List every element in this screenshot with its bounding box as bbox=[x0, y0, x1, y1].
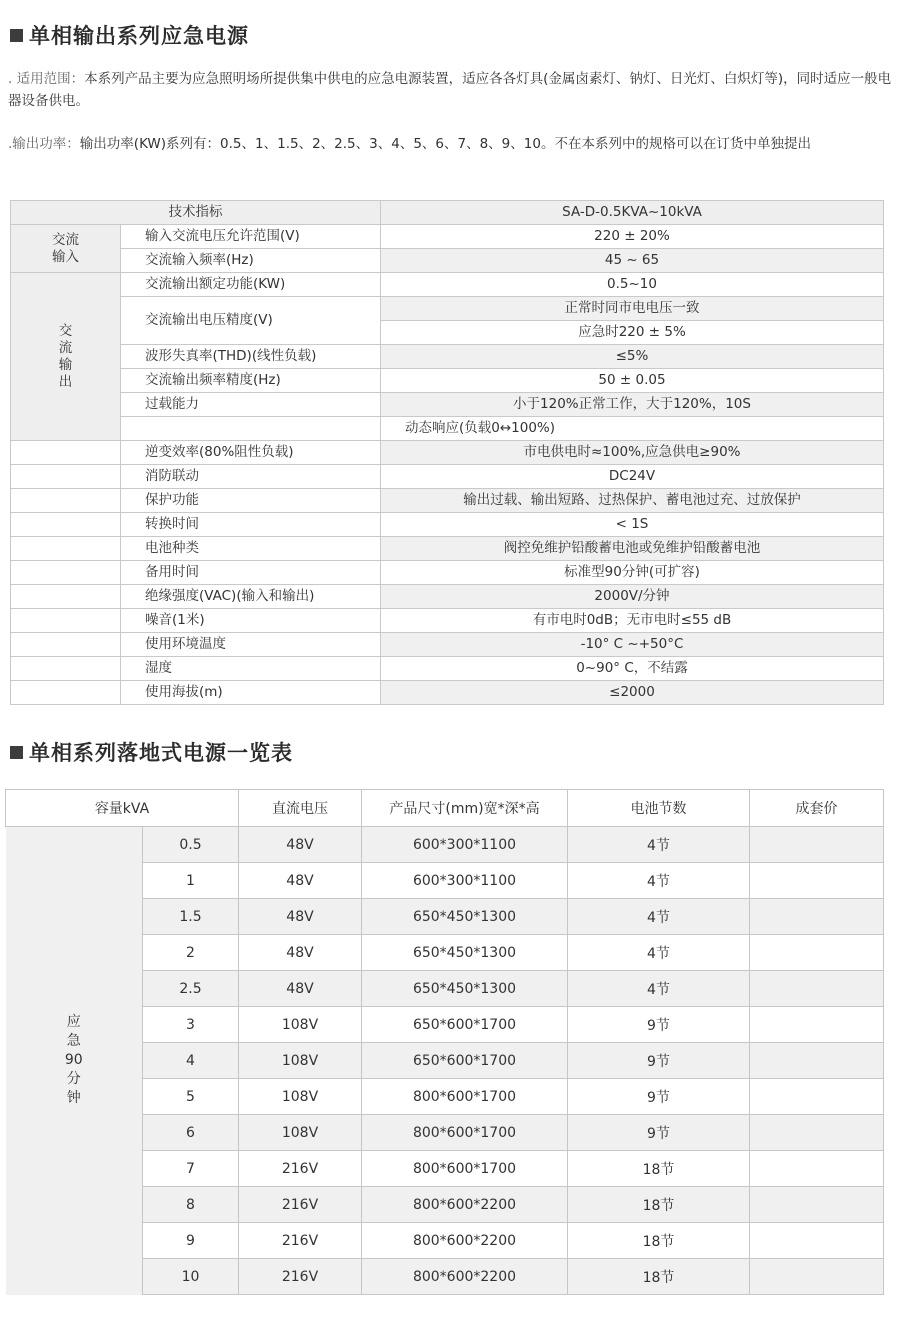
power-text: 输出功率(KW)系列有：0.5、1、1.5、2、2.5、3、4、5、6、7、8、9、10。不在本系列中的规格可以在订货中单独提出 bbox=[79, 136, 811, 152]
spec-param: 备用时间 bbox=[121, 561, 381, 585]
list-cell: 7 bbox=[143, 1151, 239, 1187]
list-cell: 48V bbox=[239, 935, 362, 971]
spec-value: 输出过载、输出短路、过热保护、蓄电池过充、过放保护 bbox=[381, 489, 884, 513]
spec-param: 逆变效率(80%阻性负载) bbox=[121, 441, 381, 465]
spec-row bbox=[11, 609, 884, 633]
square-bullet-icon bbox=[10, 29, 23, 42]
spec-row bbox=[11, 441, 884, 465]
list-header-cell: 直流电压 bbox=[239, 790, 362, 827]
list-cell: 108V bbox=[239, 1007, 362, 1043]
emergency-90min-text: 应急90分钟 bbox=[64, 1014, 83, 1107]
list-cell: 216V bbox=[239, 1259, 362, 1295]
list-cell bbox=[750, 1079, 884, 1115]
spec-value: 市电供电时≈100%,应急供电≥90% bbox=[381, 441, 884, 465]
list-cell: 8 bbox=[143, 1187, 239, 1223]
spec-param: 输入交流电压允许范围(V) bbox=[121, 225, 381, 249]
spec-value: DC24V bbox=[381, 465, 884, 489]
product-list-table bbox=[5, 789, 884, 1295]
list-cell: 3 bbox=[143, 1007, 239, 1043]
spec-blank-cell bbox=[11, 609, 121, 633]
list-cell: 216V bbox=[239, 1151, 362, 1187]
spec-row bbox=[11, 249, 884, 273]
spec-value: 50 ± 0.05 bbox=[381, 369, 884, 393]
spec-row bbox=[11, 537, 884, 561]
spec-row bbox=[11, 297, 884, 321]
spec-value: ≤2000 bbox=[381, 681, 884, 705]
section-title-single-phase bbox=[10, 20, 249, 50]
list-cell: 9 bbox=[143, 1223, 239, 1259]
section-title-text: 单相系列落地式电源一览表 bbox=[29, 741, 293, 765]
spec-blank-cell bbox=[11, 465, 121, 489]
spec-blank-cell bbox=[11, 513, 121, 537]
list-cell bbox=[750, 827, 884, 863]
spec-param: 使用海拔(m) bbox=[121, 681, 381, 705]
spec-value: 2000V/分钟 bbox=[381, 585, 884, 609]
spec-param: 转换时间 bbox=[121, 513, 381, 537]
spec-row bbox=[11, 657, 884, 681]
spec-value: 0.5~10 bbox=[381, 273, 884, 297]
spec-row bbox=[11, 585, 884, 609]
list-cell bbox=[750, 1187, 884, 1223]
list-cell: 18节 bbox=[568, 1259, 750, 1295]
list-cell bbox=[750, 971, 884, 1007]
spec-value: 0~90° C，不结露 bbox=[381, 657, 884, 681]
group-ac-output-label: 交流输出 bbox=[58, 322, 73, 390]
list-cell: 5 bbox=[143, 1079, 239, 1115]
spec-value: -10° C ~+50°C bbox=[381, 633, 884, 657]
list-cell: 9节 bbox=[568, 1043, 750, 1079]
spec-value: 阀控免维护铅酸蓄电池或免维护铅酸蓄电池 bbox=[381, 537, 884, 561]
spec-blank-cell bbox=[121, 417, 381, 441]
spec-value: < 1S bbox=[381, 513, 884, 537]
list-cell bbox=[750, 1151, 884, 1187]
list-cell: 216V bbox=[239, 1187, 362, 1223]
spec-param: 湿度 bbox=[121, 657, 381, 681]
section-title-floor-list bbox=[10, 737, 293, 767]
spec-param: 绝缘强度(VAC)(输入和输出) bbox=[121, 585, 381, 609]
spec-param: 保护功能 bbox=[121, 489, 381, 513]
spec-header-param: 技术指标 bbox=[11, 201, 381, 225]
spec-row bbox=[11, 561, 884, 585]
list-cell: 4节 bbox=[568, 827, 750, 863]
list-cell: 108V bbox=[239, 1115, 362, 1151]
list-cell: 800*600*1700 bbox=[362, 1115, 568, 1151]
spec-blank-cell bbox=[11, 537, 121, 561]
list-header-row bbox=[6, 790, 884, 827]
spec-param: 使用环境温度 bbox=[121, 633, 381, 657]
spec-value: ≤5% bbox=[381, 345, 884, 369]
list-cell: 800*600*2200 bbox=[362, 1223, 568, 1259]
list-cell: 4 bbox=[143, 1043, 239, 1079]
list-header-cell: 成套价 bbox=[750, 790, 884, 827]
list-cell bbox=[750, 863, 884, 899]
list-cell: 9节 bbox=[568, 1007, 750, 1043]
list-cell: 650*600*1700 bbox=[362, 1007, 568, 1043]
list-cell: 650*600*1700 bbox=[362, 1043, 568, 1079]
spec-param: 交流输出电压精度(V) bbox=[121, 297, 381, 345]
spec-param: 波形失真率(THD)(线性负载) bbox=[121, 345, 381, 369]
list-cell: 0.5 bbox=[143, 827, 239, 863]
spec-param: 电池种类 bbox=[121, 537, 381, 561]
list-cell: 108V bbox=[239, 1079, 362, 1115]
group-ac-input bbox=[11, 225, 121, 273]
list-cell: 650*450*1300 bbox=[362, 935, 568, 971]
list-header-capacity: 容量kVA bbox=[6, 790, 239, 827]
list-cell: 2 bbox=[143, 935, 239, 971]
spec-value: 应急时220 ± 5% bbox=[381, 321, 884, 345]
spec-value: 45 ~ 65 bbox=[381, 249, 884, 273]
list-cell: 650*450*1300 bbox=[362, 971, 568, 1007]
spec-param: 过载能力 bbox=[121, 393, 381, 417]
list-cell: 108V bbox=[239, 1043, 362, 1079]
list-cell: 216V bbox=[239, 1223, 362, 1259]
list-cell: 4节 bbox=[568, 935, 750, 971]
list-cell: 600*300*1100 bbox=[362, 827, 568, 863]
list-cell: 18节 bbox=[568, 1187, 750, 1223]
list-cell: 600*300*1100 bbox=[362, 863, 568, 899]
spec-row bbox=[11, 681, 884, 705]
spec-value: 小于120%正常工作，大于120%，10S bbox=[381, 393, 884, 417]
square-bullet-icon bbox=[10, 746, 23, 759]
spec-header-row bbox=[11, 201, 884, 225]
spec-blank-cell bbox=[11, 657, 121, 681]
list-cell: 10 bbox=[143, 1259, 239, 1295]
list-cell: 18节 bbox=[568, 1151, 750, 1187]
group-ac-input-label: 交流输入 bbox=[52, 231, 79, 265]
spec-row bbox=[11, 417, 884, 441]
scope-paragraph bbox=[8, 68, 893, 112]
list-cell: 48V bbox=[239, 863, 362, 899]
power-label: .输出功率： bbox=[8, 136, 80, 152]
spec-param: 消防联动 bbox=[121, 465, 381, 489]
list-cell bbox=[750, 935, 884, 971]
scope-text: 本系列产品主要为应急照明场所提供集中供电的应急电源装置，适应各各灯具(金属卤素灯、钠灯、日光灯、白炽灯等)，同时适应一般电器设备供电。 bbox=[8, 71, 892, 109]
list-cell: 48V bbox=[239, 827, 362, 863]
spec-blank-cell bbox=[11, 489, 121, 513]
emergency-90min-label bbox=[6, 827, 143, 1295]
spec-blank-cell bbox=[11, 585, 121, 609]
list-cell: 9节 bbox=[568, 1115, 750, 1151]
spec-row bbox=[11, 465, 884, 489]
spec-blank-cell bbox=[11, 633, 121, 657]
list-cell bbox=[750, 1043, 884, 1079]
list-cell bbox=[750, 1259, 884, 1295]
spec-row bbox=[11, 489, 884, 513]
list-cell: 2.5 bbox=[143, 971, 239, 1007]
list-header-cell: 电池节数 bbox=[568, 790, 750, 827]
spec-value: 220 ± 20% bbox=[381, 225, 884, 249]
spec-value: 有市电时0dB；无市电时≤55 dB bbox=[381, 609, 884, 633]
list-cell: 48V bbox=[239, 971, 362, 1007]
spec-param: 交流输入频率(Hz) bbox=[121, 249, 381, 273]
list-cell bbox=[750, 1007, 884, 1043]
spec-blank-cell bbox=[11, 561, 121, 585]
spec-row bbox=[11, 633, 884, 657]
section-title-text: 单相输出系列应急电源 bbox=[29, 24, 249, 48]
spec-row bbox=[11, 393, 884, 417]
list-cell: 6 bbox=[143, 1115, 239, 1151]
scope-label: . 适用范围： bbox=[8, 71, 85, 87]
spec-param: 交流输出频率精度(Hz) bbox=[121, 369, 381, 393]
list-cell: 18节 bbox=[568, 1223, 750, 1259]
list-cell bbox=[750, 899, 884, 935]
list-cell: 800*600*2200 bbox=[362, 1187, 568, 1223]
spec-param: 交流输出额定功能(KW) bbox=[121, 273, 381, 297]
list-cell: 800*600*2200 bbox=[362, 1259, 568, 1295]
list-cell: 1.5 bbox=[143, 899, 239, 935]
spec-header-value: SA-D-0.5KVA~10kVA bbox=[381, 201, 884, 225]
spec-row bbox=[11, 345, 884, 369]
spec-value: 正常时同市电电压一致 bbox=[381, 297, 884, 321]
list-cell: 48V bbox=[239, 899, 362, 935]
spec-param: 动态响应(负载0↔100%) bbox=[381, 417, 884, 441]
list-cell: 4节 bbox=[568, 863, 750, 899]
spec-row bbox=[11, 225, 884, 249]
spec-row bbox=[11, 513, 884, 537]
spec-blank-cell bbox=[11, 441, 121, 465]
group-ac-output bbox=[11, 273, 121, 441]
spec-blank-cell bbox=[11, 681, 121, 705]
spec-value: 标准型90分钟(可扩容) bbox=[381, 561, 884, 585]
spec-param: 噪音(1米) bbox=[121, 609, 381, 633]
list-cell: 1 bbox=[143, 863, 239, 899]
list-cell: 800*600*1700 bbox=[362, 1151, 568, 1187]
list-cell bbox=[750, 1223, 884, 1259]
list-cell: 800*600*1700 bbox=[362, 1079, 568, 1115]
power-paragraph bbox=[8, 133, 893, 155]
list-header-cell: 产品尺寸(mm)宽*深*高 bbox=[362, 790, 568, 827]
spec-row bbox=[11, 273, 884, 297]
list-row bbox=[6, 827, 884, 863]
spec-table bbox=[10, 200, 884, 705]
list-cell: 9节 bbox=[568, 1079, 750, 1115]
list-cell: 4节 bbox=[568, 899, 750, 935]
list-cell: 4节 bbox=[568, 971, 750, 1007]
list-cell bbox=[750, 1115, 884, 1151]
list-cell: 650*450*1300 bbox=[362, 899, 568, 935]
spec-row bbox=[11, 369, 884, 393]
